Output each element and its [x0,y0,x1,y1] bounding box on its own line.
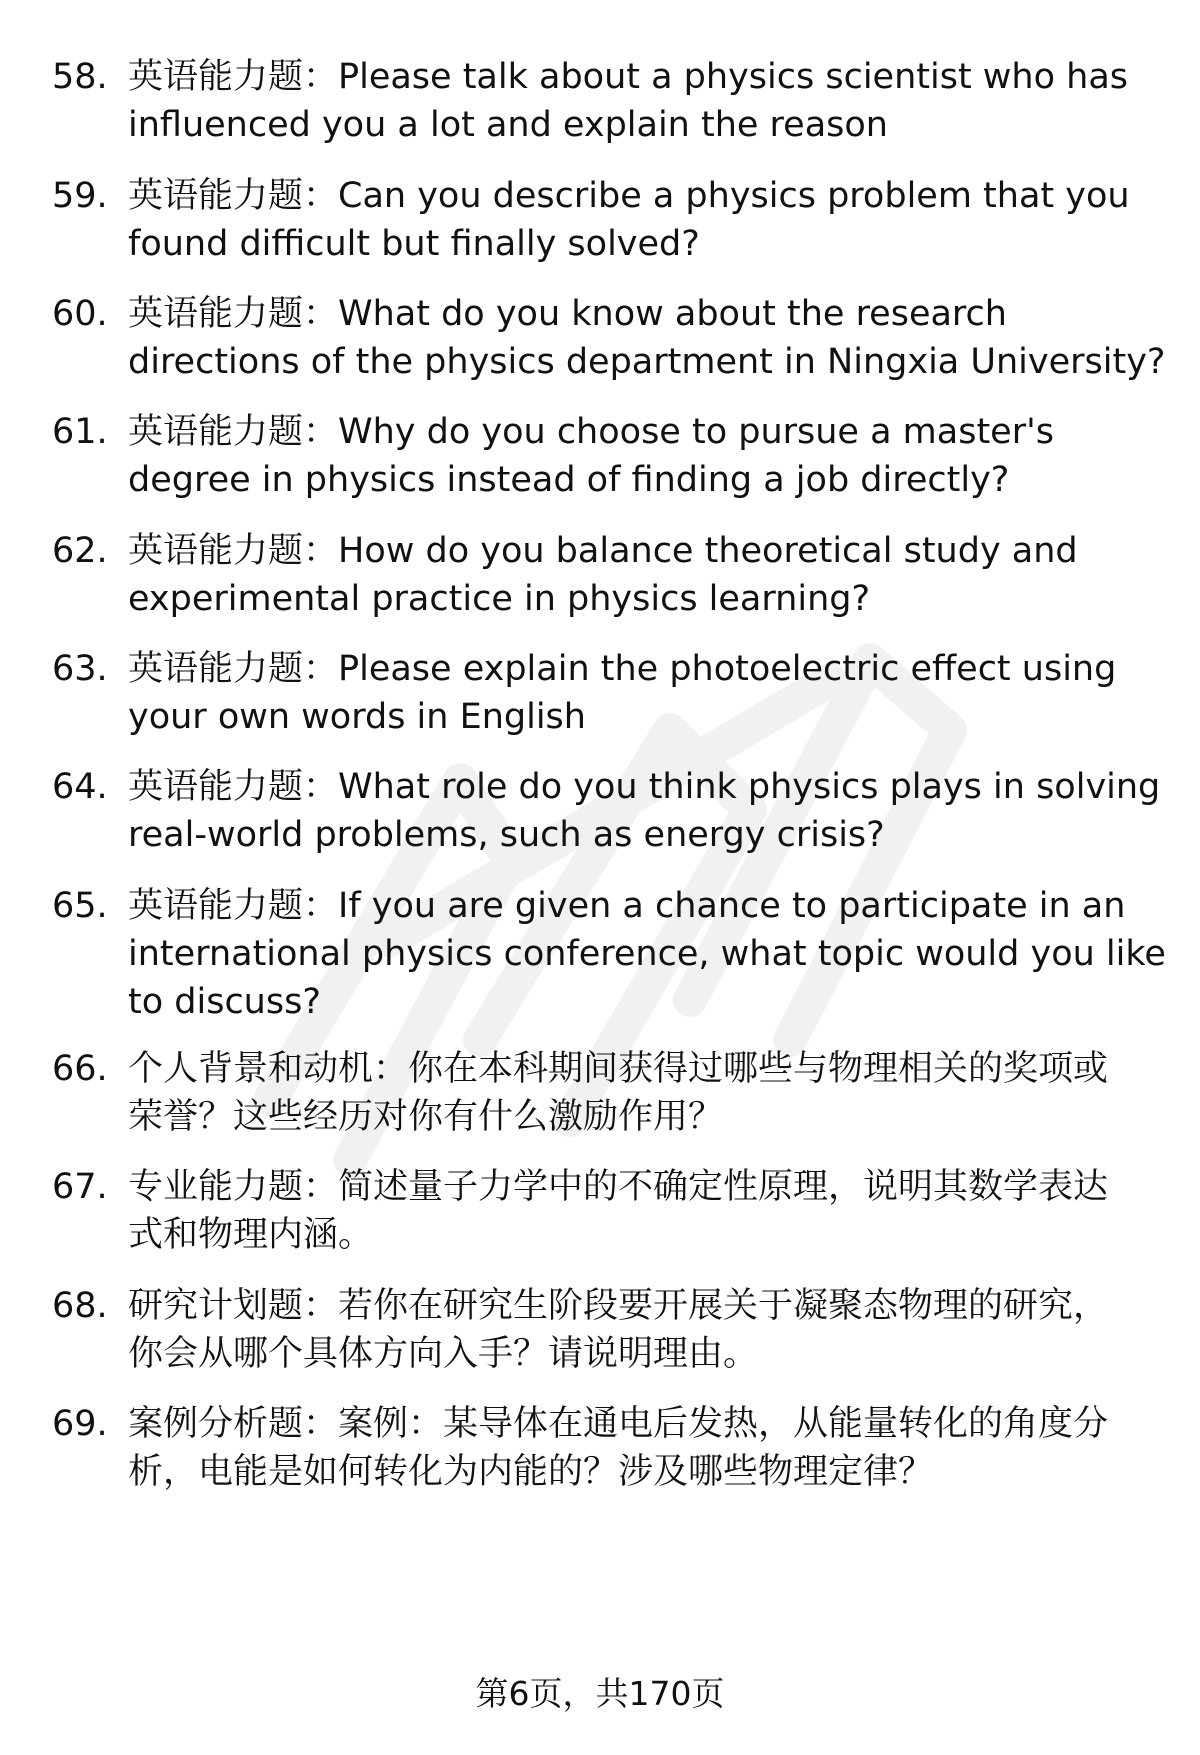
question-number: 69. [52,1404,108,1444]
question-text [128,290,1166,386]
question-text [128,882,1166,1026]
question-number: 68. [52,1286,108,1326]
question-text [128,172,1160,268]
question-number: 64. [52,767,108,807]
question-text-line: influenced you a lot and explain the reason [128,105,888,145]
question-number: 60. [52,294,108,334]
question-text-line: real-world problems, such as energy crisis? [128,815,885,855]
question-text [128,527,1160,623]
question-text-line: 案例分析题：案例：某导体在通电后发热，从能量转化的角度分 [128,1404,1109,1444]
question-text-line: 英语能力题：Please talk about a physics scientist who has [128,57,1129,97]
question-text [128,1282,1160,1378]
question-text-line: 专业能力题：简述量子力学中的不确定性原理，说明其数学表达 [128,1167,1109,1207]
question-number: 59. [52,176,108,216]
question-text-line: 英语能力题：How do you balance theoretical study and [128,531,1078,571]
question-text [128,53,1160,149]
question-text-line: 析，电能是如何转化为内能的？涉及哪些物理定律？ [128,1452,934,1492]
question-number: 58. [52,57,108,97]
question-text-line: experimental practice in physics learning? [128,579,871,619]
question-number: 61. [52,412,108,452]
question-number: 66. [52,1049,108,1089]
question-text-line: degree in physics instead of finding a job directly? [128,460,1010,500]
question-text-line: 你会从哪个具体方向入手？请说明理由。 [128,1334,759,1374]
question-text-line: 英语能力题：What do you know about the research [128,294,1007,334]
question-number: 63. [52,649,108,689]
question-text [128,1400,1160,1496]
question-text-line: 英语能力题：What role do you think physics plays in solving [128,767,1161,807]
question-text-line: 研究计划题：若你在研究生阶段要开展关于凝聚态物理的研究， [128,1286,1109,1326]
question-number: 62. [52,531,108,571]
question-text [128,763,1160,859]
page-footer: 第6页，共170页 [475,1674,725,1713]
question-text [128,408,1160,504]
question-text-line: to discuss? [128,982,321,1022]
question-text-line: international physics conference, what topic would you like [128,934,1166,974]
question-text-line: 式和物理内涵。 [128,1215,374,1255]
question-text-line: 荣誉？这些经历对你有什么激励作用？ [128,1097,724,1137]
question-text [128,1163,1160,1259]
question-text [128,1045,1160,1141]
question-text-line: found difficult but finally solved? [128,224,700,264]
question-text-line: 个人背景和动机：你在本科期间获得过哪些与物理相关的奖项或 [128,1049,1109,1089]
question-number: 67. [52,1167,108,1207]
question-number: 65. [52,886,108,926]
question-text [128,645,1160,741]
question-text-line: 英语能力题：If you are given a chance to participate in an [128,886,1126,926]
question-text-line: 英语能力题：Can you describe a physics problem that you [128,176,1130,216]
question-text-line: 英语能力题：Please explain the photoelectric effect using [128,649,1117,689]
question-text-line: directions of the physics department in Ningxia University? [128,342,1166,382]
question-text-line: your own words in English [128,697,586,737]
question-text-line: 英语能力题：Why do you choose to pursue a master's [128,412,1054,452]
